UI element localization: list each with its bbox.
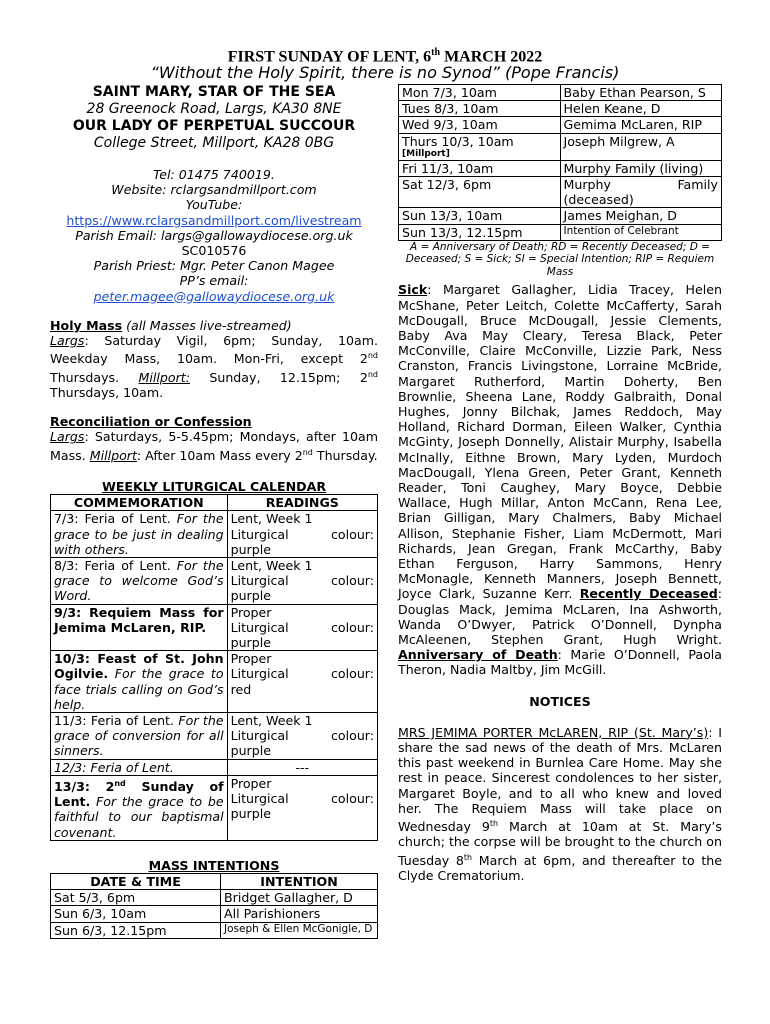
largs-label: Largs xyxy=(50,333,85,349)
page-title: FIRST SUNDAY OF LENT, 6th MARCH 2022 xyxy=(227,47,543,66)
notices-heading: NOTICES xyxy=(529,693,591,709)
mass-intentions-table-2 xyxy=(398,84,722,241)
table-row: 8/3: Feria of Lent. For the grace to welcome God’s Word. Lent, Week 1 Liturgical colour: purple xyxy=(51,558,378,605)
parish-address-1: 28 Greenock Road, Largs, KA30 8NE xyxy=(86,101,342,117)
confession-end-text: Thursday. xyxy=(312,447,378,463)
sick-names: : Margaret Gallagher, Lidia Tracey, Helen McShane, Peter Leitch, Colette McCafferty, Sarah McDougall, Bruce McDougall, Jessie Clements, Baby Ava May Cleary, Teresa Black, Peter McConville, Claire McConville, Lizzie Park, Ness Cranston, Francis Livingstone, Lorraine McBride, Margaret Rutherford, Martin Doherty, Ben Brownlie, Sheena Lane, Roddy Galbraith, Donal Hughes, Jonny Bilchak, James Reddoch, May Holland, Richard Dorman, Eileen Walker, Cynthia McGinty, Joseph Donnelly, Alistair Murphy, Isabella McInally, Eithne Brown, Mary Lyden, Murdoch MacDougall, Ylena Green, Peter Grant, Kenneth Reader, Toni Caughey, Mary Boyce, Debbie Wallace, Hugh Millar, Anton McCann, Rena Lee, Brian Gilligan, Mary Chalmers, Baby Michael Allison, Stephanie Fisher, Liam McDermott, Mari Richards, Jean Gregan, Frank McCarthy, Baby Ethan Ferguson, Harry Sammons, Henry McMonagle, Kenneth Manners, Joseph Bennett, Joyce Clark, Suzanne Kerr. xyxy=(398,282,722,602)
table-row: Sun 6/3, 10am All Parishioners xyxy=(51,906,378,922)
reconciliation-heading: Reconciliation or Confession xyxy=(50,414,252,430)
left-column xyxy=(50,84,378,939)
parish-email: Parish Email: largs@gallowaydiocese.org.uk xyxy=(75,227,353,243)
notice-title: MRS JEMIMA PORTER McLAREN, RIP (St. Mary’s) xyxy=(398,724,709,740)
parish-priest: Parish Priest: Mgr. Peter Canon Magee xyxy=(93,258,335,274)
reconciliation-section xyxy=(50,414,378,463)
parish-address-2: College Street, Millport, KA28 0BG xyxy=(93,135,335,151)
largs-mass-text: : Saturday Vigil, 6pm; Sunday, 10am. Weekday Mass, 10am. Mon-Fri, except 2 xyxy=(50,333,378,367)
table-row: Sat 5/3, 6pm Bridget Gallagher, D xyxy=(51,890,378,906)
table-row: Mon 7/3, 10am Baby Ethan Pearson, S xyxy=(399,85,722,101)
right-column xyxy=(398,84,722,883)
anniversary-names: : Marie O’Donnell, Paola Theron, Nadia Maltby, Jim McGill. xyxy=(398,647,722,678)
sick-list xyxy=(398,282,722,677)
table-row: Sun 13/3, 12.15pm Intention of Celebrant xyxy=(399,224,722,240)
nd-sup: nd xyxy=(367,351,378,361)
holy-mass-heading: Holy Mass xyxy=(50,317,123,333)
mass-intentions-table-1 xyxy=(50,873,378,939)
table-row: Sun 13/3, 10am James Meighan, D xyxy=(399,208,722,224)
table-row: Thurs 10/3, 10am [Millport] Joseph Milgrew, A xyxy=(399,133,722,160)
parish-telephone: Tel: 01475 740019. xyxy=(153,167,275,182)
millport-label: Millport: xyxy=(138,369,190,385)
nd-sup: nd xyxy=(302,447,313,457)
table-row: Wed 9/3, 10am Gemima McLaren, RIP xyxy=(399,117,722,133)
table-row: 12/3: Feria of Lent. --- xyxy=(51,759,378,775)
largs-confession-text: : Saturdays, 5-5.45pm; Mondays, after 10am Mass. xyxy=(50,429,378,463)
pp-email-link[interactable]: peter.magee@gallowaydiocese.org.uk xyxy=(93,288,335,304)
calendar-col-readings: READINGS xyxy=(227,495,377,511)
table-row: Sat 12/3, 6pm Murphy Family (deceased) xyxy=(399,177,722,208)
table-row: 11/3: Feria of Lent. For the grace of conversion for all sinners. Lent, Week 1 Liturgical colour: purple xyxy=(51,713,378,760)
youtube-label: YouTube: xyxy=(185,197,243,213)
intentions-col-intention: INTENTION xyxy=(221,874,378,890)
notice-item: MRS JEMIMA PORTER McLAREN, RIP (St. Mary’s): I share the sad news of the death of Mrs. McLaren this past weekend in Burnlea Care Home. May she rest in peace. Sincerest condolences to her sister, Margaret Boyle, and to all who knew and loved her. The Requiem Mass will take place on Wednesday 9th March at 10am at St. Mary’s church; the corpse will be brought to the church on Tuesday 8th March at 6pm, and thereafter to the Clyde Crematorium. xyxy=(398,724,722,884)
mass-end-text: Thursdays, 10am. xyxy=(50,385,164,401)
pp-email-label: PP’s email: xyxy=(179,273,249,289)
table-row: Sun 6/3, 12.15pm Joseph & Ellen McGonigle, D xyxy=(51,922,378,938)
holy-mass-note: (all Masses live-streamed) xyxy=(122,317,292,333)
table-row: 13/3: 2nd Sunday of Lent. For the grace to be faithful to our baptismal covenant. Proper Liturgical colour: purple xyxy=(51,775,378,840)
table-row: 9/3: Requiem Mass for Jemima McLaren, RIP. Proper Liturgical colour: purple xyxy=(51,604,378,651)
table-row: 10/3: Feast of St. John Ogilvie. For the grace to face trials calling on God’s help. Proper Liturgical colour: red xyxy=(51,651,378,713)
charity-number: SC010576 xyxy=(181,243,247,259)
anniversary-label: Anniversary of Death xyxy=(398,647,558,663)
nd-sup: nd xyxy=(367,369,378,379)
table-row: Fri 11/3, 10am Murphy Family (living) xyxy=(399,160,722,176)
parish-name-2: OUR LADY OF PERPETUAL SUCCOUR xyxy=(72,118,356,134)
table-row: 7/3: Feria of Lent. For the grace to be just in dealing with others. Lent, Week 1 Liturgical colour: purple xyxy=(51,511,378,558)
largs-label: Largs xyxy=(50,429,85,445)
calendar-heading: WEEKLY LITURGICAL CALENDAR xyxy=(101,479,327,495)
millport-mass-text: Sunday, 12.15pm; 2 xyxy=(189,369,368,385)
calendar-col-commemoration: COMMEMORATION xyxy=(51,495,228,511)
intentions-legend: A = Anniversary of Death; RD = Recently Deceased; D = Deceased; S = Sick; SI = Special Intention; RIP = Requiem Mass xyxy=(405,240,715,278)
mass-intentions-heading: MASS INTENTIONS xyxy=(148,857,280,873)
thursdays-text: Thursdays. xyxy=(50,369,139,385)
millport-label: Millport xyxy=(89,447,137,463)
recently-deceased-label: Recently Deceased xyxy=(579,586,718,602)
page-subtitle: “Without the Holy Spirit, there is no Synod” (Pope Francis) xyxy=(150,63,620,82)
sick-label: Sick xyxy=(398,282,428,298)
parish-info xyxy=(50,84,378,304)
millport-confession-text: : After 10am Mass every 2 xyxy=(136,447,303,463)
liturgical-calendar-table xyxy=(50,494,378,841)
parish-website: Website: rclargsandmillport.com xyxy=(111,182,317,198)
recently-deceased-names: : Douglas Mack, Jemima McLaren, Ina Ashworth, Wanda O’Dwyer, Patrick O’Donnell, Dynpha McAleenen, Stephen Grant, Hugh Wright. xyxy=(398,586,722,647)
parish-name-1: SAINT MARY, STAR OF THE SEA xyxy=(92,84,336,100)
intentions-col-date: DATE & TIME xyxy=(51,874,221,890)
table-row: Tues 8/3, 10am Helen Keane, D xyxy=(399,101,722,117)
youtube-link[interactable]: https://www.rclargsandmillport.com/livestream xyxy=(66,212,362,228)
holy-mass-section xyxy=(50,318,378,400)
